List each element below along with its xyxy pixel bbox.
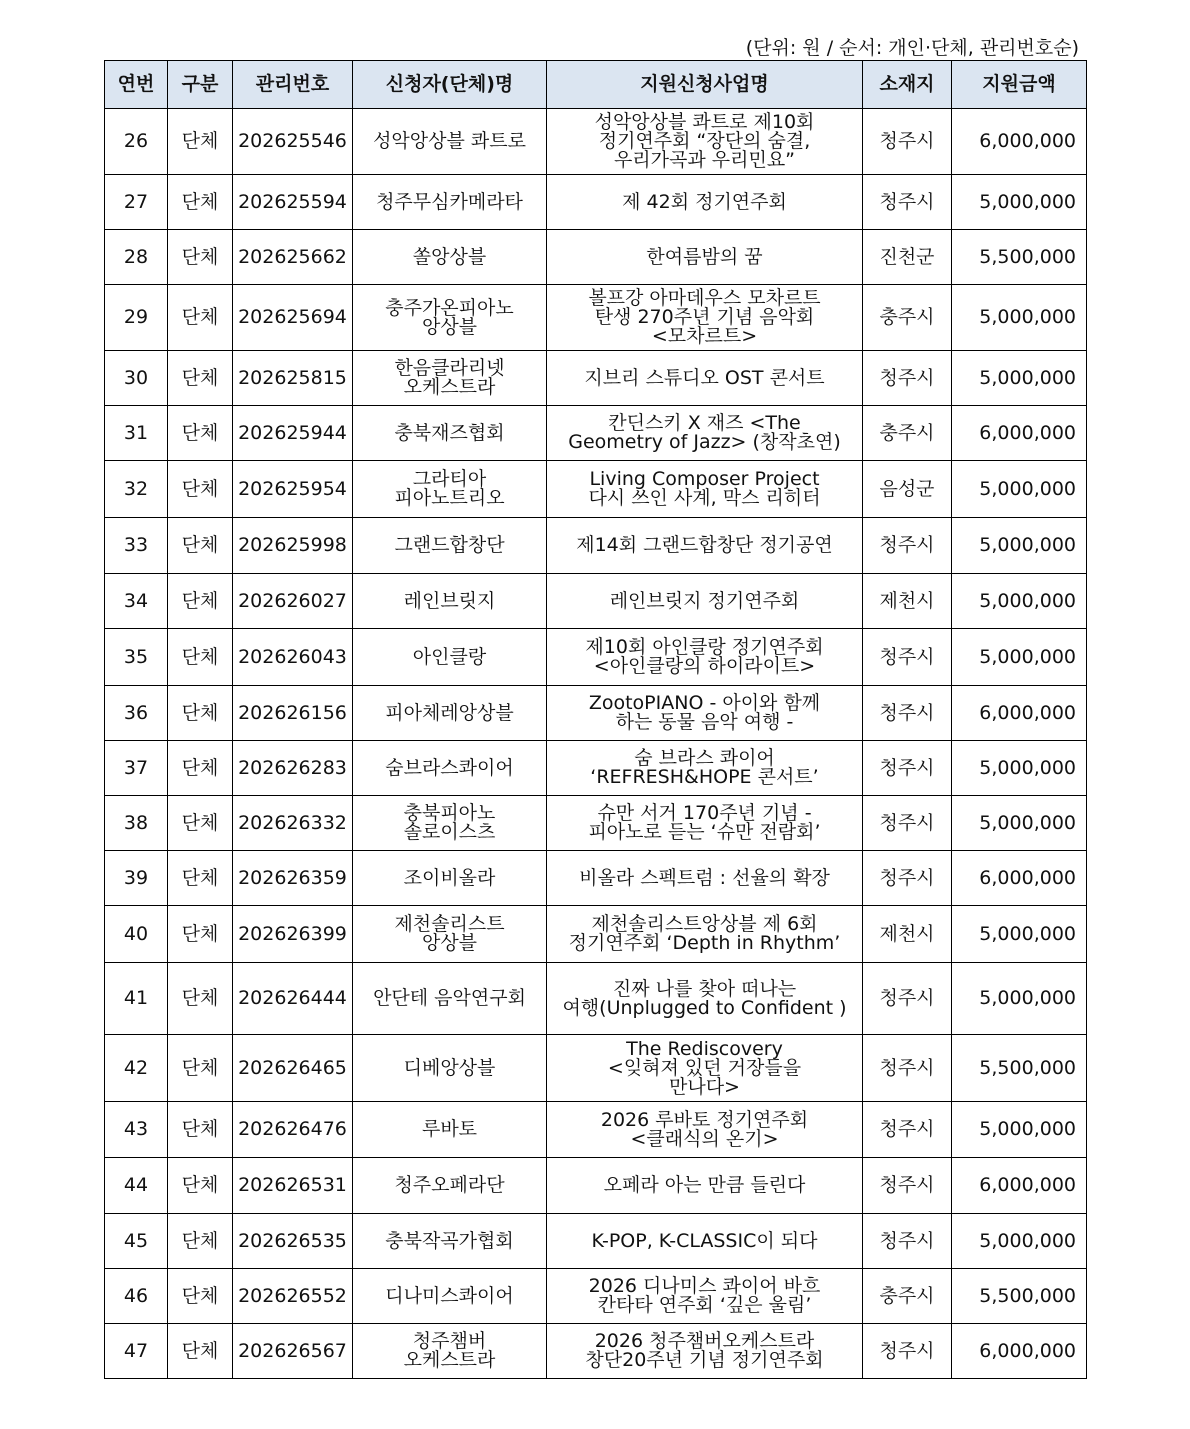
row-amount: 5,000,000 [952, 906, 1087, 963]
row-project-line: 한여름밤의 꿈 [646, 245, 763, 268]
row-project [547, 1324, 863, 1379]
row-project-line: 진짜 나를 찾아 떠나는 [612, 977, 797, 1000]
grant-table [104, 60, 1087, 1379]
col-header-no: 연번 [105, 61, 168, 109]
table-row [105, 1158, 1087, 1214]
row-project [547, 351, 863, 406]
row-project [547, 109, 863, 175]
row-applicant [353, 1269, 547, 1324]
table-row [105, 963, 1087, 1035]
row-amount: 5,000,000 [952, 629, 1087, 686]
col-header-id: 관리번호 [233, 61, 353, 109]
row-amount: 6,000,000 [952, 1158, 1087, 1214]
row-type: 단체 [168, 629, 233, 686]
row-id: 202625998 [233, 518, 353, 574]
row-region: 음성군 [863, 461, 952, 518]
row-project [547, 461, 863, 518]
row-project-line: K-POP, K-CLASSIC이 되다 [591, 1229, 818, 1252]
row-applicant-line: 디나미스콰이어 [385, 1284, 514, 1307]
header-row [105, 61, 1087, 109]
row-project-line: 제14회 그랜드합창단 정기공연 [576, 534, 833, 556]
row-id: 202625954 [233, 461, 353, 518]
row-project [547, 230, 863, 285]
row-type: 단체 [168, 1269, 233, 1324]
row-number: 34 [105, 574, 168, 629]
row-project [547, 796, 863, 851]
row-applicant-line: 디베앙상블 [403, 1056, 496, 1079]
row-project [547, 1269, 863, 1324]
row-project [547, 175, 863, 230]
row-applicant [353, 406, 547, 461]
row-amount: 5,500,000 [952, 230, 1087, 285]
row-number: 46 [105, 1269, 168, 1324]
row-type: 단체 [168, 518, 233, 574]
row-applicant-line: 오케스트라 [403, 1349, 496, 1371]
row-applicant [353, 175, 547, 230]
table-row [105, 109, 1087, 175]
row-project-line: 슈만 서거 170주년 기념 - [597, 802, 812, 824]
row-id: 202626465 [233, 1035, 353, 1102]
row-number: 40 [105, 906, 168, 963]
table-row [105, 906, 1087, 963]
row-type: 단체 [168, 461, 233, 518]
table-row [105, 518, 1087, 574]
row-region: 청주시 [863, 629, 952, 686]
row-number: 47 [105, 1324, 168, 1379]
row-project [547, 963, 863, 1035]
table-row [105, 629, 1087, 686]
row-number: 28 [105, 230, 168, 285]
row-type: 단체 [168, 1035, 233, 1102]
row-applicant [353, 851, 547, 906]
row-project-line: 창단20주년 기념 정기연주회 [585, 1349, 824, 1371]
table-row [105, 351, 1087, 406]
row-type: 단체 [168, 351, 233, 406]
row-project-line: 숨 브라스 콰이어 [634, 747, 775, 769]
row-region: 청주시 [863, 518, 952, 574]
row-applicant-line: 피아체레앙상블 [385, 701, 514, 724]
row-applicant-line: 앙상블 [421, 932, 478, 954]
row-applicant-line: 앙상블 [421, 315, 478, 338]
row-project-line: 2026 디나미스 콰이어 바흐 [588, 1275, 821, 1297]
row-project-line: 하는 동물 음악 여행 - [615, 711, 794, 733]
row-applicant-line: 충주가온피아노 [385, 296, 514, 319]
row-applicant [353, 1035, 547, 1102]
row-applicant [353, 796, 547, 851]
row-project [547, 686, 863, 741]
row-id: 202626359 [233, 851, 353, 906]
unit-note: (단위: 원 / 순서: 개인·단체, 관리번호순) [745, 37, 1079, 59]
row-type: 단체 [168, 851, 233, 906]
row-applicant [353, 109, 547, 175]
row-project-line: 볼프강 아마데우스 모차르트 [588, 287, 821, 309]
table-row [105, 1102, 1087, 1158]
row-region: 청주시 [863, 851, 952, 906]
row-applicant [353, 285, 547, 351]
row-number: 27 [105, 175, 168, 230]
row-type: 단체 [168, 109, 233, 175]
row-project-line: ZootoPIANO - 아이와 함께 [588, 692, 821, 714]
row-number: 32 [105, 461, 168, 518]
row-type: 단체 [168, 686, 233, 741]
row-applicant-line: 아인클랑 [412, 645, 487, 668]
row-project-line: 탄생 270주년 기념 음악회 [594, 306, 815, 328]
row-project [547, 629, 863, 686]
row-project-line: 칸타타 연주회 ‘깊은 울림’ [597, 1294, 812, 1316]
row-amount: 5,000,000 [952, 518, 1087, 574]
row-project [547, 1035, 863, 1102]
row-project-line: 정기연주회 ‘Depth in Rhythm’ [568, 932, 841, 954]
row-applicant-line: 한음클라리넷 [394, 357, 505, 379]
row-region: 청주시 [863, 351, 952, 406]
row-project-line: The Rediscovery [626, 1037, 783, 1060]
row-applicant-line: 안단테 음악연구회 [373, 987, 526, 1009]
row-region: 청주시 [863, 1158, 952, 1214]
row-applicant [353, 230, 547, 285]
row-type: 단체 [168, 963, 233, 1035]
table-row [105, 285, 1087, 351]
row-project-line: <아인클랑의 하이라이트> [593, 655, 816, 677]
row-project-line: 제 42회 정기연주회 [622, 190, 787, 213]
row-amount: 5,000,000 [952, 175, 1087, 230]
row-project [547, 574, 863, 629]
row-region: 충주시 [863, 406, 952, 461]
row-applicant-line: 루바토 [421, 1118, 478, 1140]
row-type: 단체 [168, 1102, 233, 1158]
row-project [547, 406, 863, 461]
row-applicant [353, 741, 547, 796]
row-project-line: ‘REFRESH&HOPE 콘서트’ [590, 766, 819, 788]
row-id: 202626156 [233, 686, 353, 741]
row-project-line: 비올라 스펙트럼 : 선율의 확장 [579, 866, 830, 889]
table-row [105, 406, 1087, 461]
row-project-line: 우리가곡과 우리민요” [613, 149, 796, 171]
row-amount: 6,000,000 [952, 406, 1087, 461]
row-type: 단체 [168, 1158, 233, 1214]
col-header-project: 지원신청사업명 [547, 61, 863, 109]
row-region: 청주시 [863, 963, 952, 1035]
row-project [547, 906, 863, 963]
row-amount: 5,000,000 [952, 461, 1087, 518]
row-type: 단체 [168, 741, 233, 796]
row-project [547, 285, 863, 351]
row-amount: 5,500,000 [952, 1269, 1087, 1324]
row-region: 제천시 [863, 906, 952, 963]
table-body [105, 109, 1087, 1379]
row-project-line: 오페라 아는 만큼 들린다 [603, 1174, 806, 1196]
row-project-line: 만나다> [669, 1075, 740, 1098]
row-id: 202626531 [233, 1158, 353, 1214]
row-project-line: <모차르트> [651, 325, 758, 347]
table-row [105, 686, 1087, 741]
row-region: 청주시 [863, 109, 952, 175]
row-number: 44 [105, 1158, 168, 1214]
row-amount: 5,000,000 [952, 741, 1087, 796]
row-region: 청주시 [863, 1102, 952, 1158]
row-region: 청주시 [863, 741, 952, 796]
row-project [547, 1214, 863, 1269]
row-amount: 6,000,000 [952, 851, 1087, 906]
row-type: 단체 [168, 1324, 233, 1379]
row-applicant-line: 숨브라스콰이어 [385, 756, 514, 779]
table-row [105, 1324, 1087, 1379]
row-number: 45 [105, 1214, 168, 1269]
row-applicant [353, 1324, 547, 1379]
row-amount: 5,000,000 [952, 1214, 1087, 1269]
row-project-line: 칸딘스키 X 재즈 <The [608, 412, 801, 434]
table-row [105, 1035, 1087, 1102]
row-region: 청주시 [863, 175, 952, 230]
row-id: 202626535 [233, 1214, 353, 1269]
row-applicant-line: 충북작곡가협회 [385, 1229, 514, 1252]
row-applicant-line: 청주무심카메라타 [376, 190, 523, 213]
table-row [105, 461, 1087, 518]
row-id: 202626027 [233, 574, 353, 629]
row-id: 202625546 [233, 109, 353, 175]
row-amount: 5,000,000 [952, 1102, 1087, 1158]
row-number: 30 [105, 351, 168, 406]
row-type: 단체 [168, 574, 233, 629]
row-type: 단체 [168, 406, 233, 461]
table-row [105, 1214, 1087, 1269]
row-project-line: 2026 루바토 정기연주회 [600, 1108, 809, 1131]
table-row [105, 230, 1087, 285]
row-amount: 5,000,000 [952, 285, 1087, 351]
row-id: 202625662 [233, 230, 353, 285]
row-amount: 5,000,000 [952, 351, 1087, 406]
row-applicant [353, 629, 547, 686]
row-number: 39 [105, 851, 168, 906]
row-applicant-line: 충북피아노 [403, 802, 496, 824]
col-header-amount: 지원금액 [952, 61, 1087, 109]
row-applicant [353, 686, 547, 741]
row-number: 41 [105, 963, 168, 1035]
row-applicant-line: 피아노트리오 [394, 487, 505, 509]
row-project-line: <클래식의 온기> [630, 1127, 779, 1150]
row-number: 37 [105, 741, 168, 796]
row-region: 청주시 [863, 1035, 952, 1102]
row-project-line: 성악앙상블 콰트로 제10회 [594, 111, 815, 133]
row-applicant-line: 쏠앙상블 [412, 245, 487, 268]
col-header-type: 구분 [168, 61, 233, 109]
row-applicant [353, 461, 547, 518]
row-applicant [353, 574, 547, 629]
row-id: 202626283 [233, 741, 353, 796]
row-number: 36 [105, 686, 168, 741]
row-number: 35 [105, 629, 168, 686]
row-applicant [353, 1158, 547, 1214]
row-applicant [353, 1214, 547, 1269]
row-region: 제천시 [863, 574, 952, 629]
row-applicant-line: 솔로이스츠 [403, 821, 496, 843]
row-region: 진천군 [863, 230, 952, 285]
row-applicant [353, 906, 547, 963]
row-id: 202626043 [233, 629, 353, 686]
row-number: 33 [105, 518, 168, 574]
row-type: 단체 [168, 285, 233, 351]
row-applicant [353, 1102, 547, 1158]
row-applicant [353, 351, 547, 406]
table-row [105, 175, 1087, 230]
row-applicant-line: 오케스트라 [403, 376, 496, 398]
row-project-line: <잊혀져 있던 거장들을 [607, 1056, 802, 1079]
row-applicant [353, 963, 547, 1035]
row-project-line: 피아노로 듣는 ‘슈만 전람회’ [588, 821, 821, 843]
table-row [105, 851, 1087, 906]
row-amount: 5,000,000 [952, 574, 1087, 629]
row-applicant-line: 조이비올라 [403, 866, 496, 889]
row-project-line: 레인브릿지 정기연주회 [609, 589, 800, 612]
col-header-applicant: 신청자(단체)명 [353, 61, 547, 109]
row-id: 202625944 [233, 406, 353, 461]
table-row [105, 1269, 1087, 1324]
row-applicant-line: 성악앙상블 콰트로 [373, 130, 526, 152]
row-type: 단체 [168, 230, 233, 285]
row-region: 충주시 [863, 285, 952, 351]
row-id: 202625815 [233, 351, 353, 406]
row-applicant-line: 제천솔리스트 [394, 913, 505, 935]
row-amount: 5,500,000 [952, 1035, 1087, 1102]
row-number: 26 [105, 109, 168, 175]
row-project [547, 1158, 863, 1214]
row-amount: 5,000,000 [952, 963, 1087, 1035]
row-applicant [353, 518, 547, 574]
row-amount: 6,000,000 [952, 686, 1087, 741]
row-region: 충주시 [863, 1269, 952, 1324]
row-id: 202626552 [233, 1269, 353, 1324]
row-region: 청주시 [863, 686, 952, 741]
row-project-line: Living Composer Project [589, 468, 820, 490]
row-number: 29 [105, 285, 168, 351]
row-project-line: 제천솔리스트앙상블 제 6회 [591, 913, 818, 935]
row-id: 202626399 [233, 906, 353, 963]
row-project [547, 741, 863, 796]
row-applicant-line: 청주챔버 [412, 1330, 487, 1352]
row-project-line: 여행(Unplugged to Confident ) [562, 996, 847, 1019]
row-project [547, 1102, 863, 1158]
row-region: 청주시 [863, 1324, 952, 1379]
row-type: 단체 [168, 1214, 233, 1269]
row-id: 202626567 [233, 1324, 353, 1379]
row-applicant-line: 충북재즈협회 [394, 421, 505, 444]
row-id: 202626444 [233, 963, 353, 1035]
table-row [105, 796, 1087, 851]
row-type: 단체 [168, 796, 233, 851]
row-id: 202626332 [233, 796, 353, 851]
row-amount: 6,000,000 [952, 109, 1087, 175]
row-amount: 6,000,000 [952, 1324, 1087, 1379]
row-number: 43 [105, 1102, 168, 1158]
table-row [105, 574, 1087, 629]
row-number: 31 [105, 406, 168, 461]
table-row [105, 741, 1087, 796]
row-id: 202625694 [233, 285, 353, 351]
row-type: 단체 [168, 906, 233, 963]
row-project-line: 다시 쓰인 사계, 막스 리히터 [588, 487, 821, 509]
row-project-line: 정기연주회 “장단의 숨결, [598, 130, 811, 152]
row-number: 38 [105, 796, 168, 851]
row-applicant-line: 청주오페라단 [394, 1174, 505, 1196]
row-project [547, 851, 863, 906]
col-header-region: 소재지 [863, 61, 952, 109]
row-project [547, 518, 863, 574]
row-project-line: 지브리 스튜디오 OST 콘서트 [584, 366, 825, 389]
row-applicant-line: 그라티아 [412, 468, 487, 490]
row-region: 청주시 [863, 796, 952, 851]
row-project-line: 2026 청주챔버오케스트라 [594, 1330, 815, 1352]
row-id: 202626476 [233, 1102, 353, 1158]
row-type: 단체 [168, 175, 233, 230]
row-region: 청주시 [863, 1214, 952, 1269]
row-applicant-line: 그랜드합창단 [394, 534, 505, 556]
row-applicant-line: 레인브릿지 [403, 589, 496, 612]
row-number: 42 [105, 1035, 168, 1102]
row-id: 202625594 [233, 175, 353, 230]
row-project-line: Geometry of Jazz> (창작초연) [568, 431, 841, 453]
row-project-line: 제10회 아인클랑 정기연주회 [585, 636, 824, 658]
row-amount: 5,000,000 [952, 796, 1087, 851]
